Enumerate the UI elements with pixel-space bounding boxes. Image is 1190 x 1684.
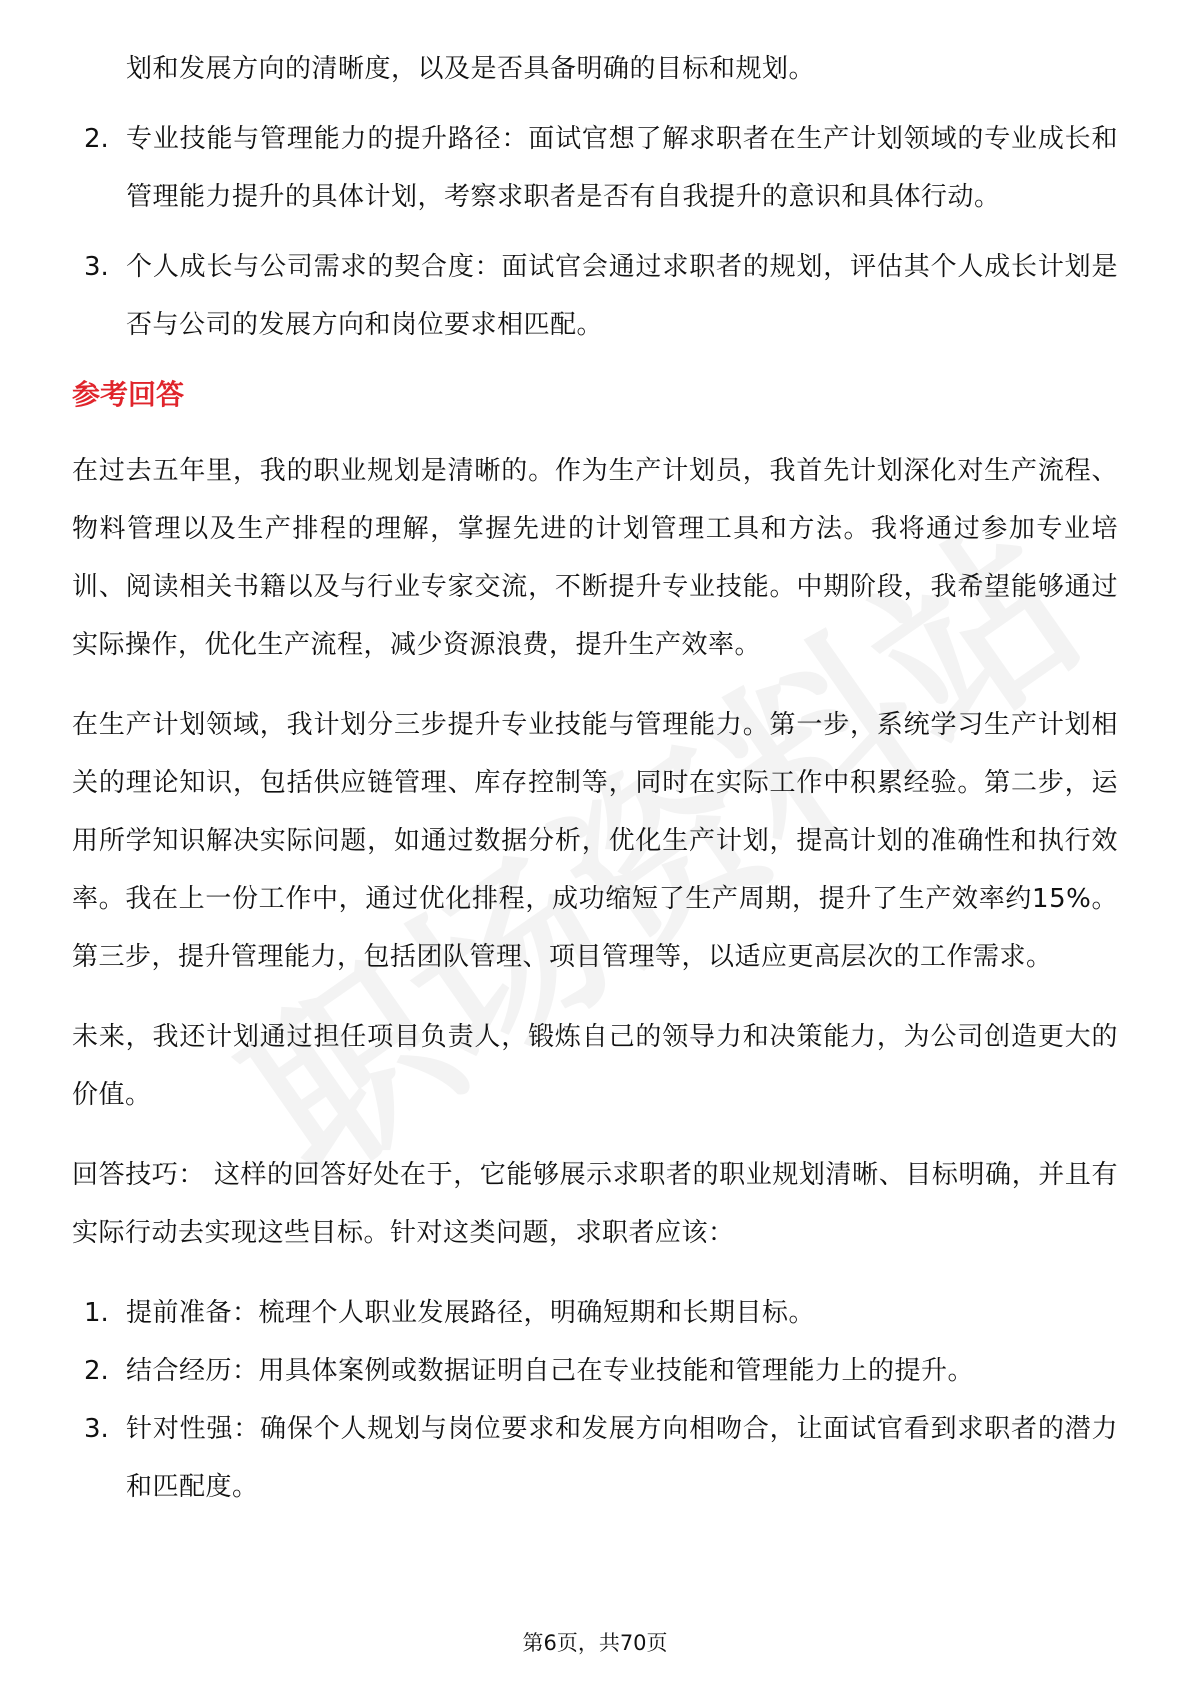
- tips-paragraph: 回答技巧： 这样的回答好处在于，它能够展示求职者的职业规划清晰、目标明确，并且有实际行动去实现这些目标。针对这类问题，求职者应该：: [72, 1160, 1118, 1248]
- tips-item-3: [72, 1400, 1118, 1516]
- tips-item-2: [72, 1342, 1118, 1400]
- page-footer: 第6页，共70页: [522, 1631, 668, 1655]
- focus-list: [72, 110, 1118, 354]
- answer-paragraph-3: 未来，我还计划通过担任项目负责人，锻炼自己的领导力和决策能力，为公司创造更大的价值。: [72, 1022, 1118, 1110]
- tips-item-text: 结合经历：用具体案例或数据证明自己在专业技能和管理能力上的提升。: [126, 1356, 975, 1386]
- list-number: 2.: [84, 1356, 109, 1386]
- answer-paragraph-2: 在生产计划领域，我计划分三步提升专业技能与管理能力。第一步，系统学习生产计划相关的理论知识，包括供应链管理、库存控制等，同时在实际工作中积累经验。第二步，运用所学知识解决实际问题，如通过数据分析，优化生产计划，提高计划的准确性和执行效率。我在上一份工作中，通过优化排程，成功缩短了生产周期，提升了生产效率约15%。第三步，提升管理能力，包括团队管理、项目管理等，以适应更高层次的工作需求。: [72, 710, 1118, 972]
- tips-list: [72, 1284, 1118, 1516]
- list-number: 2.: [84, 124, 109, 154]
- focus-item-3: [72, 238, 1118, 354]
- intro-line: 划和发展方向的清晰度，以及是否具备明确的目标和规划。: [126, 54, 816, 84]
- reference-answer-heading: 参考回答: [72, 378, 185, 411]
- tips-item-text: 针对性强：确保个人规划与岗位要求和发展方向相吻合，让面试官看到求职者的潜力和匹配度。: [126, 1414, 1118, 1502]
- answer-paragraph-1: 在过去五年里，我的职业规划是清晰的。作为生产计划员，我首先计划深化对生产流程、物料管理以及生产排程的理解，掌握先进的计划管理工具和方法。我将通过参加专业培训、阅读相关书籍以及与行业专家交流，不断提升专业技能。中期阶段，我希望能够通过实际操作，优化生产流程，减少资源浪费，提升生产效率。: [72, 456, 1118, 660]
- document-page: [72, 40, 1118, 1516]
- tips-item-text: 提前准备：梳理个人职业发展路径，明确短期和长期目标。: [126, 1298, 816, 1328]
- list-number: 3.: [84, 1414, 109, 1444]
- tips-item-1: [72, 1284, 1118, 1342]
- list-number: 3.: [84, 252, 109, 282]
- focus-item-text: 个人成长与公司需求的契合度：面试官会通过求职者的规划，评估其个人成长计划是否与公司的发展方向和岗位要求相匹配。: [126, 252, 1118, 340]
- focus-item-text: 专业技能与管理能力的提升路径：面试官想了解求职者在生产计划领域的专业成长和管理能力提升的具体计划，考察求职者是否有自我提升的意识和具体行动。: [126, 124, 1118, 212]
- list-number: 1.: [84, 1298, 109, 1328]
- focus-item-2: [72, 110, 1118, 226]
